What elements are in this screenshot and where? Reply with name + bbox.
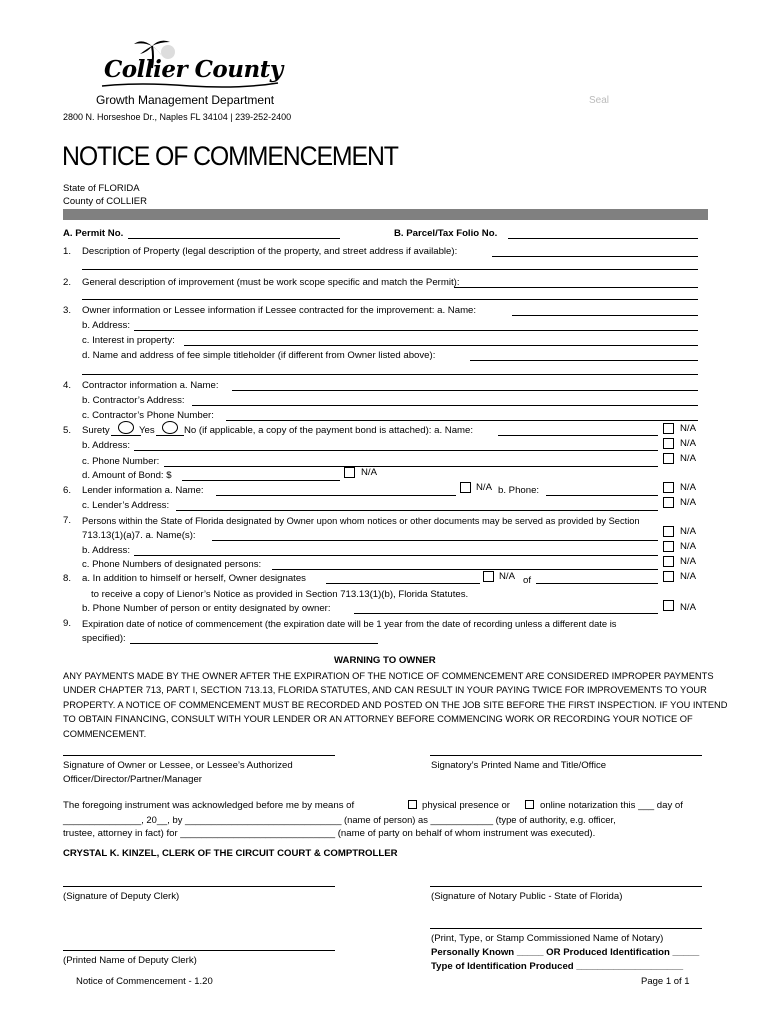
section-divider (63, 209, 708, 220)
surety-phone-label: c. Phone Number: (82, 456, 160, 467)
contractor-address-label: b. Contractor’s Address: (82, 395, 185, 406)
surety-phone-na-checkbox[interactable] (663, 453, 674, 464)
signatory-printed-line[interactable] (430, 755, 702, 756)
na-label: N/A (680, 571, 696, 582)
property-description-label: Description of Property (legal description of the property, and street address if available): (82, 246, 458, 257)
logo-wave (100, 80, 280, 90)
designated-address-label: b. Address: (82, 545, 130, 556)
na-label: N/A (680, 453, 696, 464)
designated-address-na-checkbox[interactable] (663, 541, 674, 552)
na-label: N/A (680, 438, 696, 449)
surety-address-field[interactable] (134, 450, 658, 451)
warning-line: COMMENCEMENT. (63, 728, 147, 739)
titleholder-label: d. Name and address of fee simple titleholder (if different from Owner listed above): (82, 350, 436, 361)
lender-phone-na-checkbox[interactable] (663, 482, 674, 493)
notary-signature-label: (Signature of Notary Public - State of Florida) (431, 891, 623, 902)
owner-designates-label: a. In addition to himself or herself, Owner designates (82, 573, 306, 584)
owner-signature-line[interactable] (63, 755, 335, 756)
owner-signature-label: Signature of Owner or Lessee, or Lessee’s Authorized (63, 760, 293, 771)
contractor-address-field[interactable] (192, 405, 698, 406)
contractor-phone-label: c. Contractor’s Phone Number: (82, 410, 214, 421)
acknowledgment-text-2: _______________, 20__, by ______________________________ (name of person) as ____________ (type of authority, e.g. officer, (63, 814, 616, 825)
owner-signature-label-2: Officer/Director/Partner/Manager (63, 774, 202, 785)
designated-names-field[interactable] (212, 540, 658, 541)
notary-printed-name-line[interactable] (430, 928, 702, 929)
item-number: 3. (63, 305, 72, 316)
bond-amount-na-checkbox[interactable] (344, 467, 355, 478)
item-number: 9. (63, 618, 72, 629)
acknowledgment-text-1: The foregoing instrument was acknowledged before me by means of (63, 800, 355, 811)
lender-address-na-checkbox[interactable] (663, 497, 674, 508)
lender-name-field[interactable] (216, 495, 456, 496)
clerk-name: CRYSTAL K. KINZEL, CLERK OF THE CIRCUIT COURT & COMPTROLLER (63, 848, 398, 859)
na-label: N/A (680, 423, 696, 434)
physical-presence-label: physical presence or (422, 800, 510, 811)
permit-no-label: A. Permit No. (63, 228, 124, 239)
owner-interest-field[interactable] (184, 345, 698, 346)
surety-phone-field[interactable] (164, 466, 658, 467)
improvement-description-field-2[interactable] (82, 299, 698, 300)
surety-yes-radio[interactable] (118, 421, 134, 434)
surety-label: Surety (82, 425, 110, 436)
surety-no-label: No (if applicable, a copy of the payment bond is attached): a. Name: (184, 425, 474, 436)
of-label: of (523, 575, 532, 586)
surety-name-na-checkbox[interactable] (663, 423, 674, 434)
designated-names-label: 713.13(1)(a)7. a. Name(s): (82, 530, 196, 541)
improvement-description-label: General description of improvement (must be work scope specific and match the Permit): (82, 277, 460, 288)
lienor-notice-label: to receive a copy of Lienor’s Notice as provided in Section 713.13(1)(b), Florida Statutes. (91, 589, 469, 600)
owner-name-field[interactable] (512, 315, 698, 316)
deputy-clerk-printed-line[interactable] (63, 950, 335, 951)
property-description-field[interactable] (492, 256, 698, 257)
page-number: Page 1 of 1 (641, 976, 690, 987)
surety-yes-label: Yes (139, 425, 155, 436)
titleholder-field-2[interactable] (82, 374, 698, 375)
surety-no-radio[interactable] (162, 421, 178, 434)
expiration-date-field[interactable] (130, 643, 378, 644)
contractor-name-label: Contractor information a. Name: (82, 380, 219, 391)
item-number: 2. (63, 277, 72, 288)
warning-title: WARNING TO OWNER (334, 655, 436, 666)
owner-designates-of-na-checkbox[interactable] (663, 571, 674, 582)
lender-name-na-checkbox[interactable] (460, 482, 471, 493)
parcel-no-label: B. Parcel/Tax Folio No. (394, 228, 498, 239)
bond-amount-label: d. Amount of Bond: $ (82, 470, 172, 481)
na-label: N/A (680, 526, 696, 537)
warning-line: PROPERTY. A NOTICE OF COMMENCEMENT MUST BE RECORDED AND POSTED ON THE JOB SITE BEFORE THE FIRST INSPECTION. IF YOU INTEND (63, 699, 728, 710)
lender-address-field[interactable] (176, 510, 658, 511)
lender-phone-label: b. Phone: (498, 485, 540, 496)
owner-address-label: b. Address: (82, 320, 130, 331)
property-description-field-2[interactable] (82, 269, 698, 270)
physical-presence-checkbox[interactable] (408, 800, 417, 809)
warning-text (63, 669, 728, 741)
designated-persons-label: Persons within the State of Florida designated by Owner upon whom notices or other documents may be served as provided by Section (82, 516, 640, 526)
improvement-description-field[interactable] (454, 287, 698, 288)
titleholder-field[interactable] (470, 360, 698, 361)
designated-address-field[interactable] (134, 555, 658, 556)
parcel-no-field[interactable] (508, 238, 698, 239)
acknowledgment-text-3: trustee, attorney in fact) for _____________________________ (name of party on behalf of whom instrument was executed). (63, 828, 596, 839)
na-label: N/A (680, 602, 696, 613)
lender-address-label: c. Lender’s Address: (82, 500, 170, 511)
owner-name-label: Owner information or Lessee information if Lessee contracted for the improvement: a. Name: (82, 305, 477, 316)
owner-designates-na-checkbox[interactable] (483, 571, 494, 582)
warning-line: TO OBTAIN FINANCING, CONSULT WITH YOUR LENDER OR AN ATTORNEY BEFORE COMMENCING WORK OR RECORDING YOUR NOTICE OF (63, 714, 693, 725)
warning-line: ANY PAYMENTS MADE BY THE OWNER AFTER THE EXPIRATION OF THE NOTICE OF COMMENCEMENT ARE CONSIDERED IMPROPER PAYMENTS (63, 671, 714, 681)
item-number: 7. (63, 515, 72, 526)
notary-printed-name-label: (Print, Type, or Stamp Commissioned Name of Notary) (431, 933, 664, 944)
surety-address-na-checkbox[interactable] (663, 438, 674, 449)
form-version: Notice of Commencement - 1.20 (76, 976, 213, 987)
department-name: Growth Management Department (96, 93, 275, 107)
item-number: 6. (63, 485, 72, 496)
designated-phone-field[interactable] (272, 569, 658, 570)
page-title: NOTICE OF COMMENCEMENT (62, 141, 398, 171)
logo-text: Collier County (104, 56, 283, 83)
expiration-date-label: Expiration date of notice of commencement (the expiration date will be 1 year from the date of recording unless a different date is (82, 618, 617, 629)
permit-no-field[interactable] (128, 238, 340, 239)
na-label: N/A (680, 482, 696, 493)
county-label: County of COLLIER (63, 196, 147, 207)
item-number: 1. (63, 246, 72, 257)
signatory-printed-label: Signatory’s Printed Name and Title/Office (431, 760, 607, 771)
contractor-name-field[interactable] (232, 390, 698, 391)
state-label: State of FLORIDA (63, 183, 140, 194)
designated-names-na-checkbox[interactable] (663, 526, 674, 537)
lender-phone-field[interactable] (546, 495, 658, 496)
owner-interest-label: c. Interest in property: (82, 335, 175, 346)
owner-address-field[interactable] (134, 330, 698, 331)
department-address: 2800 N. Horseshoe Dr., Naples FL 34104 | 239-252-2400 (63, 112, 292, 122)
designated-entity-phone-na-checkbox[interactable] (663, 600, 674, 611)
online-notarization-checkbox[interactable] (525, 800, 534, 809)
bond-amount-field[interactable] (182, 480, 340, 481)
personally-known-label: Personally Known _____ OR Produced Identification _____ (431, 947, 700, 958)
expiration-date-specified-label: specified): (82, 633, 126, 644)
lender-name-label: Lender information a. Name: (82, 485, 204, 496)
seal-placeholder: Seal (589, 95, 610, 106)
warning-line: UNDER CHAPTER 713, PART I, SECTION 713.13, FLORIDA STATUTES, AND CAN RESULT IN YOUR PAYING TWICE FOR IMPROVEMENTS TO YOUR (63, 685, 707, 696)
na-label: N/A (680, 541, 696, 552)
identification-type-label: Type of Identification Produced ____________________ (431, 961, 684, 972)
na-label: N/A (680, 556, 696, 567)
deputy-clerk-signature-line[interactable] (63, 886, 335, 887)
contractor-phone-field[interactable] (226, 420, 698, 421)
owner-designates-of-field[interactable] (536, 583, 658, 584)
designated-entity-phone-label: b. Phone Number of person or entity designated by owner: (82, 603, 331, 614)
na-label: N/A (499, 571, 515, 582)
item-number: 4. (63, 380, 72, 391)
na-label: N/A (361, 467, 377, 478)
designated-entity-phone-field[interactable] (354, 613, 658, 614)
item-number: 5. (63, 425, 72, 436)
surety-address-label: b. Address: (82, 440, 130, 451)
surety-name-field[interactable] (498, 435, 658, 436)
deputy-clerk-printed-label: (Printed Name of Deputy Clerk) (63, 955, 197, 966)
notary-signature-line[interactable] (430, 886, 702, 887)
owner-designates-field[interactable] (326, 583, 480, 584)
item-number: 8. (63, 573, 72, 584)
online-notarization-label: online notarization this ___ day of (540, 800, 683, 811)
designated-phone-na-checkbox[interactable] (663, 556, 674, 567)
na-label: N/A (476, 482, 492, 493)
designated-phone-label: c. Phone Numbers of designated persons: (82, 559, 262, 570)
deputy-clerk-signature-label: (Signature of Deputy Clerk) (63, 891, 180, 902)
na-label: N/A (680, 497, 696, 508)
